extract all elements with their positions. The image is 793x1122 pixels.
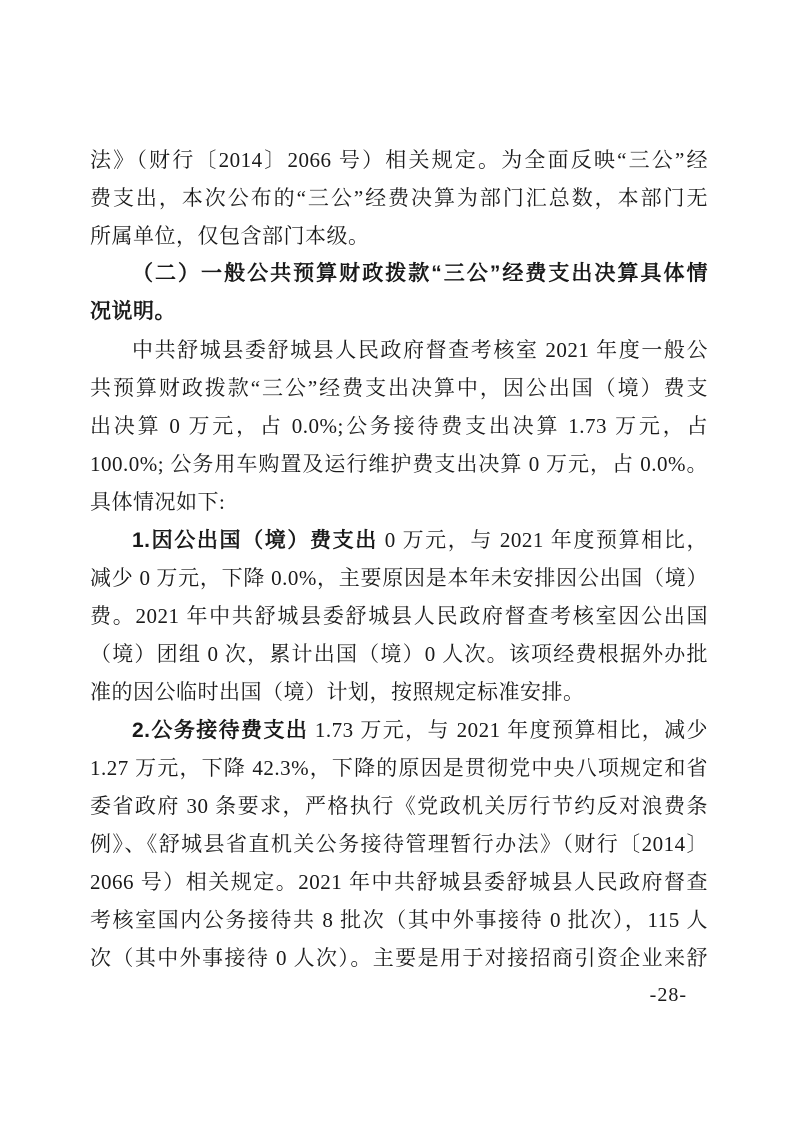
text-line: 法》（财行〔2014〕2066 号）相关规定。为全面反映“三公”经 [90, 148, 708, 172]
text-line: 费支出，本次公布的“三公”经费决算为部门汇总数，本部门无 [90, 186, 708, 210]
text-line [90, 711, 708, 749]
text-line: 2066 号）相关规定。2021 年中共舒城县委舒城县人民政府督查 [90, 870, 708, 894]
text-line: 准的因公临时出国（境）计划，按照规定标准安排。 [90, 680, 585, 704]
text-line: 共预算财政拨款“三公”经费支出决算中，因公出国（境）费支 [90, 376, 708, 400]
text-line: 出决算 0 万元，占 0.0%;公务接待费支出决算 1.73 万元，占 [90, 414, 708, 438]
text-line [90, 521, 708, 559]
line-text: 0 万元，与 2021 年度预算相比， [377, 528, 708, 552]
line-text: 1.73 万元，与 2021 年度预算相比，减少 [308, 718, 709, 742]
document-body [90, 141, 708, 977]
text-line: 例》、《舒城县省直机关公务接待管理暂行办法》（财行〔2014〕 [90, 832, 708, 856]
text-line: 中共舒城县委舒城县人民政府督查考核室 2021 年度一般公 [132, 338, 708, 362]
page-number: -28- [649, 984, 687, 1006]
text-line: 委省政府 30 条要求，严格执行《党政机关厉行节约反对浪费条 [90, 794, 708, 818]
text-line: （二）一般公共预算财政拨款“三公”经费支出决算具体情 [132, 262, 708, 285]
text-line: 费。2021 年中共舒城县委舒城县人民政府督查考核室因公出国 [90, 604, 708, 628]
bold-lead-in: 2.公务接待费支出 [132, 719, 309, 742]
bold-lead-in: 1.因公出国（境）费支出 [132, 529, 378, 552]
text-line: 100.0%; 公务用车购置及运行维护费支出决算 0 万元，占 0.0%。 [90, 452, 708, 476]
text-line: 所属单位，仅包含部门本级。 [90, 224, 370, 248]
text-line: 况说明。 [90, 300, 176, 323]
text-line: 次（其中外事接待 0 人次）。主要是用于对接招商引资企业来舒 [90, 946, 708, 970]
text-line: 具体情况如下: [90, 490, 226, 514]
text-line: 1.27 万元，下降 42.3%，下降的原因是贯彻党中央八项规定和省 [90, 756, 708, 780]
text-line: 减少 0 万元，下降 0.0%，主要原因是本年未安排因公出国（境） [90, 566, 708, 590]
text-line: 考核室国内公务接待共 8 批次（其中外事接待 0 批次），115 人 [90, 908, 708, 932]
text-line: （境）团组 0 次，累计出国（境）0 人次。该项经费根据外办批 [90, 642, 708, 666]
